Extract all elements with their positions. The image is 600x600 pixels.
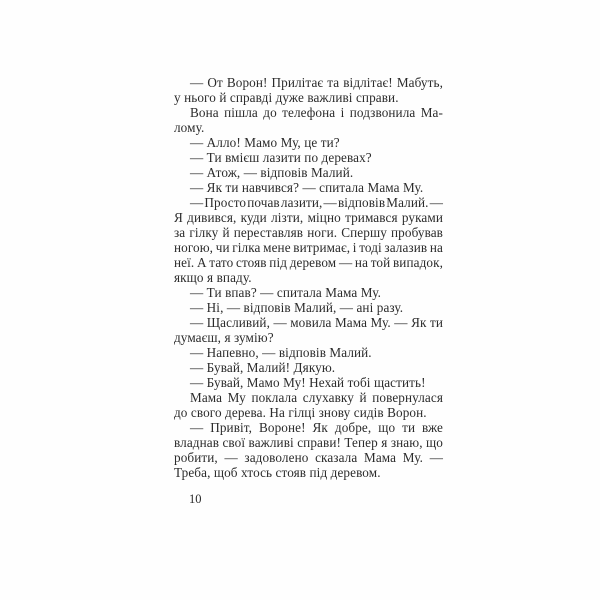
text-line-content: — Напевно, — відповів Малий. bbox=[190, 345, 372, 360]
text-line bbox=[174, 435, 443, 450]
text-line-content: лому. bbox=[174, 120, 205, 135]
text-line-content: — Атож, — відповів Малий. bbox=[190, 165, 354, 180]
text-line-content: — Бувай, Мамо Му! Нехай тобі щастить! bbox=[190, 375, 426, 390]
text-line bbox=[174, 285, 443, 300]
text-line bbox=[174, 240, 443, 255]
text-line bbox=[174, 405, 443, 420]
text-line-content: неї. А тато стояв під деревом — на той випадок, bbox=[174, 255, 443, 270]
text-line bbox=[174, 180, 443, 195]
text-line bbox=[174, 375, 443, 390]
text-line-content: — Ні, — відповів Малий, — ані разу. bbox=[190, 300, 404, 315]
text-line-content: за гілку й переставляв ноги. Спершу пробував bbox=[174, 225, 443, 240]
text-line bbox=[174, 210, 443, 225]
text-line bbox=[174, 195, 443, 210]
text-line bbox=[174, 345, 443, 360]
text-line-content: у нього й справді дуже важливі справи. bbox=[174, 90, 399, 105]
text-line-content: — Ти впав? — спитала Мама Му. bbox=[190, 285, 382, 300]
text-line-content: думаєш, я зумію? bbox=[174, 330, 274, 345]
text-line bbox=[174, 165, 443, 180]
text-line bbox=[174, 120, 443, 135]
text-line bbox=[174, 105, 443, 120]
text-line-content: робити, — задоволено сказала Мама Му. — bbox=[174, 450, 443, 465]
text-line-content: Вона пішла до телефона і подзвонила Ма- bbox=[190, 105, 443, 120]
text-line bbox=[174, 450, 443, 465]
text-line-content: — Як ти навчився? — спитала Мама Му. bbox=[190, 180, 424, 195]
text-line bbox=[174, 150, 443, 165]
text-line bbox=[174, 420, 443, 435]
text-line bbox=[174, 135, 443, 150]
text-line-content: Мама Му поклала слухавку й повернулася bbox=[190, 390, 443, 405]
text-line bbox=[174, 255, 443, 270]
text-line bbox=[174, 300, 443, 315]
text-line bbox=[174, 360, 443, 375]
text-line bbox=[174, 465, 443, 480]
text-line-content: Я дивився, куди лізти, міцно тримався руками bbox=[174, 210, 443, 225]
text-line bbox=[174, 270, 443, 285]
text-line-content: — Алло! Мамо Му, це ти? bbox=[190, 135, 340, 150]
text-line bbox=[174, 390, 443, 405]
text-line bbox=[174, 90, 443, 105]
text-line bbox=[174, 225, 443, 240]
text-line bbox=[174, 315, 443, 330]
page-number: 10 bbox=[189, 492, 202, 506]
text-line-content: — Щасливий, — мовила Мама Му. — Як ти bbox=[190, 315, 443, 330]
page-text bbox=[174, 75, 443, 480]
text-line-content: — Привіт, Вороне! Як добре, що ти вже bbox=[190, 420, 443, 435]
text-line-content: ногою, чи гілка мене витримає, і тоді залазив на bbox=[174, 240, 443, 255]
text-line-content: — От Ворон! Прилітає та відлітає! Мабуть, bbox=[190, 75, 443, 90]
text-line-content: якщо я впаду. bbox=[174, 270, 252, 285]
text-line bbox=[174, 75, 443, 90]
text-line-content: до свого дерева. На гілці знову сидів Ворон. bbox=[174, 405, 427, 420]
text-line-content: Треба, щоб хтось стояв під деревом. bbox=[174, 465, 381, 480]
text-line-content: владнав свої важливі справи! Тепер я знаю, що bbox=[174, 435, 443, 450]
text-line-content: — Просто почав лазити, — відповів Малий. — bbox=[190, 195, 443, 210]
text-line-content: — Ти вмієш лазити по деревах? bbox=[190, 150, 372, 165]
text-line bbox=[174, 330, 443, 345]
text-line-content: — Бувай, Малий! Дякую. bbox=[190, 360, 336, 375]
